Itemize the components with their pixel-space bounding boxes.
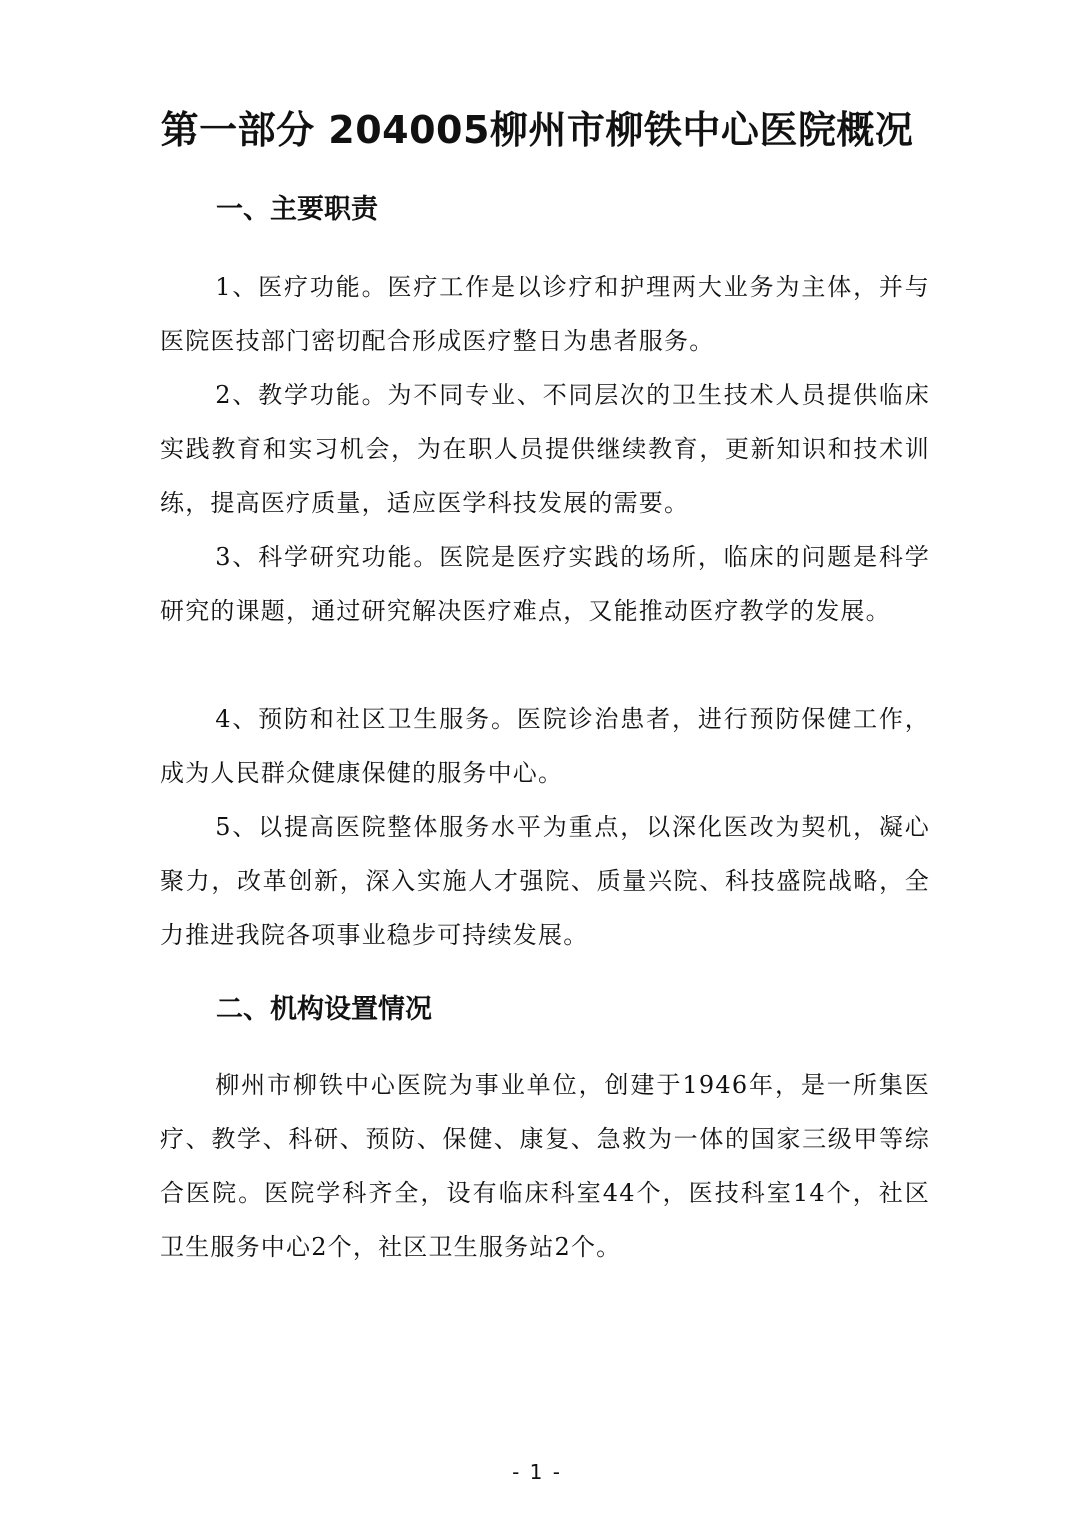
paragraph-organization-overview: 柳州市柳铁中心医院为事业单位，创建于1946年，是一所集医疗、教学、科研、预防、保健、康复、急救为一体的国家三级甲等综合医院。医院学科齐全，设有临床科室44个，医技科室14个，社区卫生服务中心2个，社区卫生服务站2个。	[160, 1071, 930, 1261]
document-title: 第一部分 204005柳州市柳铁中心医院概况	[160, 108, 914, 152]
paragraph-prevention-community-service: 4、预防和社区卫生服务。医院诊治患者，进行预防保健工作，成为人民群众健康保健的服务中心。	[160, 705, 930, 787]
paragraph-teaching-function: 2、教学功能。为不同专业、不同层次的卫生技术人员提供临床实践教育和实习机会，为在职人员提供继续教育，更新知识和技术训练，提高医疗质量，适应医学科技发展的需要。	[160, 381, 930, 517]
paragraph-research-function: 3、科学研究功能。医院是医疗实践的场所，临床的问题是科学研究的课题，通过研究解决医疗难点，又能推动医疗教学的发展。	[160, 543, 930, 625]
page-number: - 1 -	[512, 1460, 562, 1484]
paragraph-development-strategy: 5、以提高医院整体服务水平为重点，以深化医改为契机，凝心聚力，改革创新，深入实施人才强院、质量兴院、科技盛院战略，全力推进我院各项事业稳步可持续发展。	[160, 813, 930, 949]
section-heading-main-duties: 一、主要职责	[216, 194, 378, 225]
paragraph-medical-function: 1、医疗功能。医疗工作是以诊疗和护理两大业务为主体，并与医院医技部门密切配合形成医疗整日为患者服务。	[160, 273, 930, 355]
section-heading-organization: 二、机构设置情况	[216, 994, 432, 1025]
